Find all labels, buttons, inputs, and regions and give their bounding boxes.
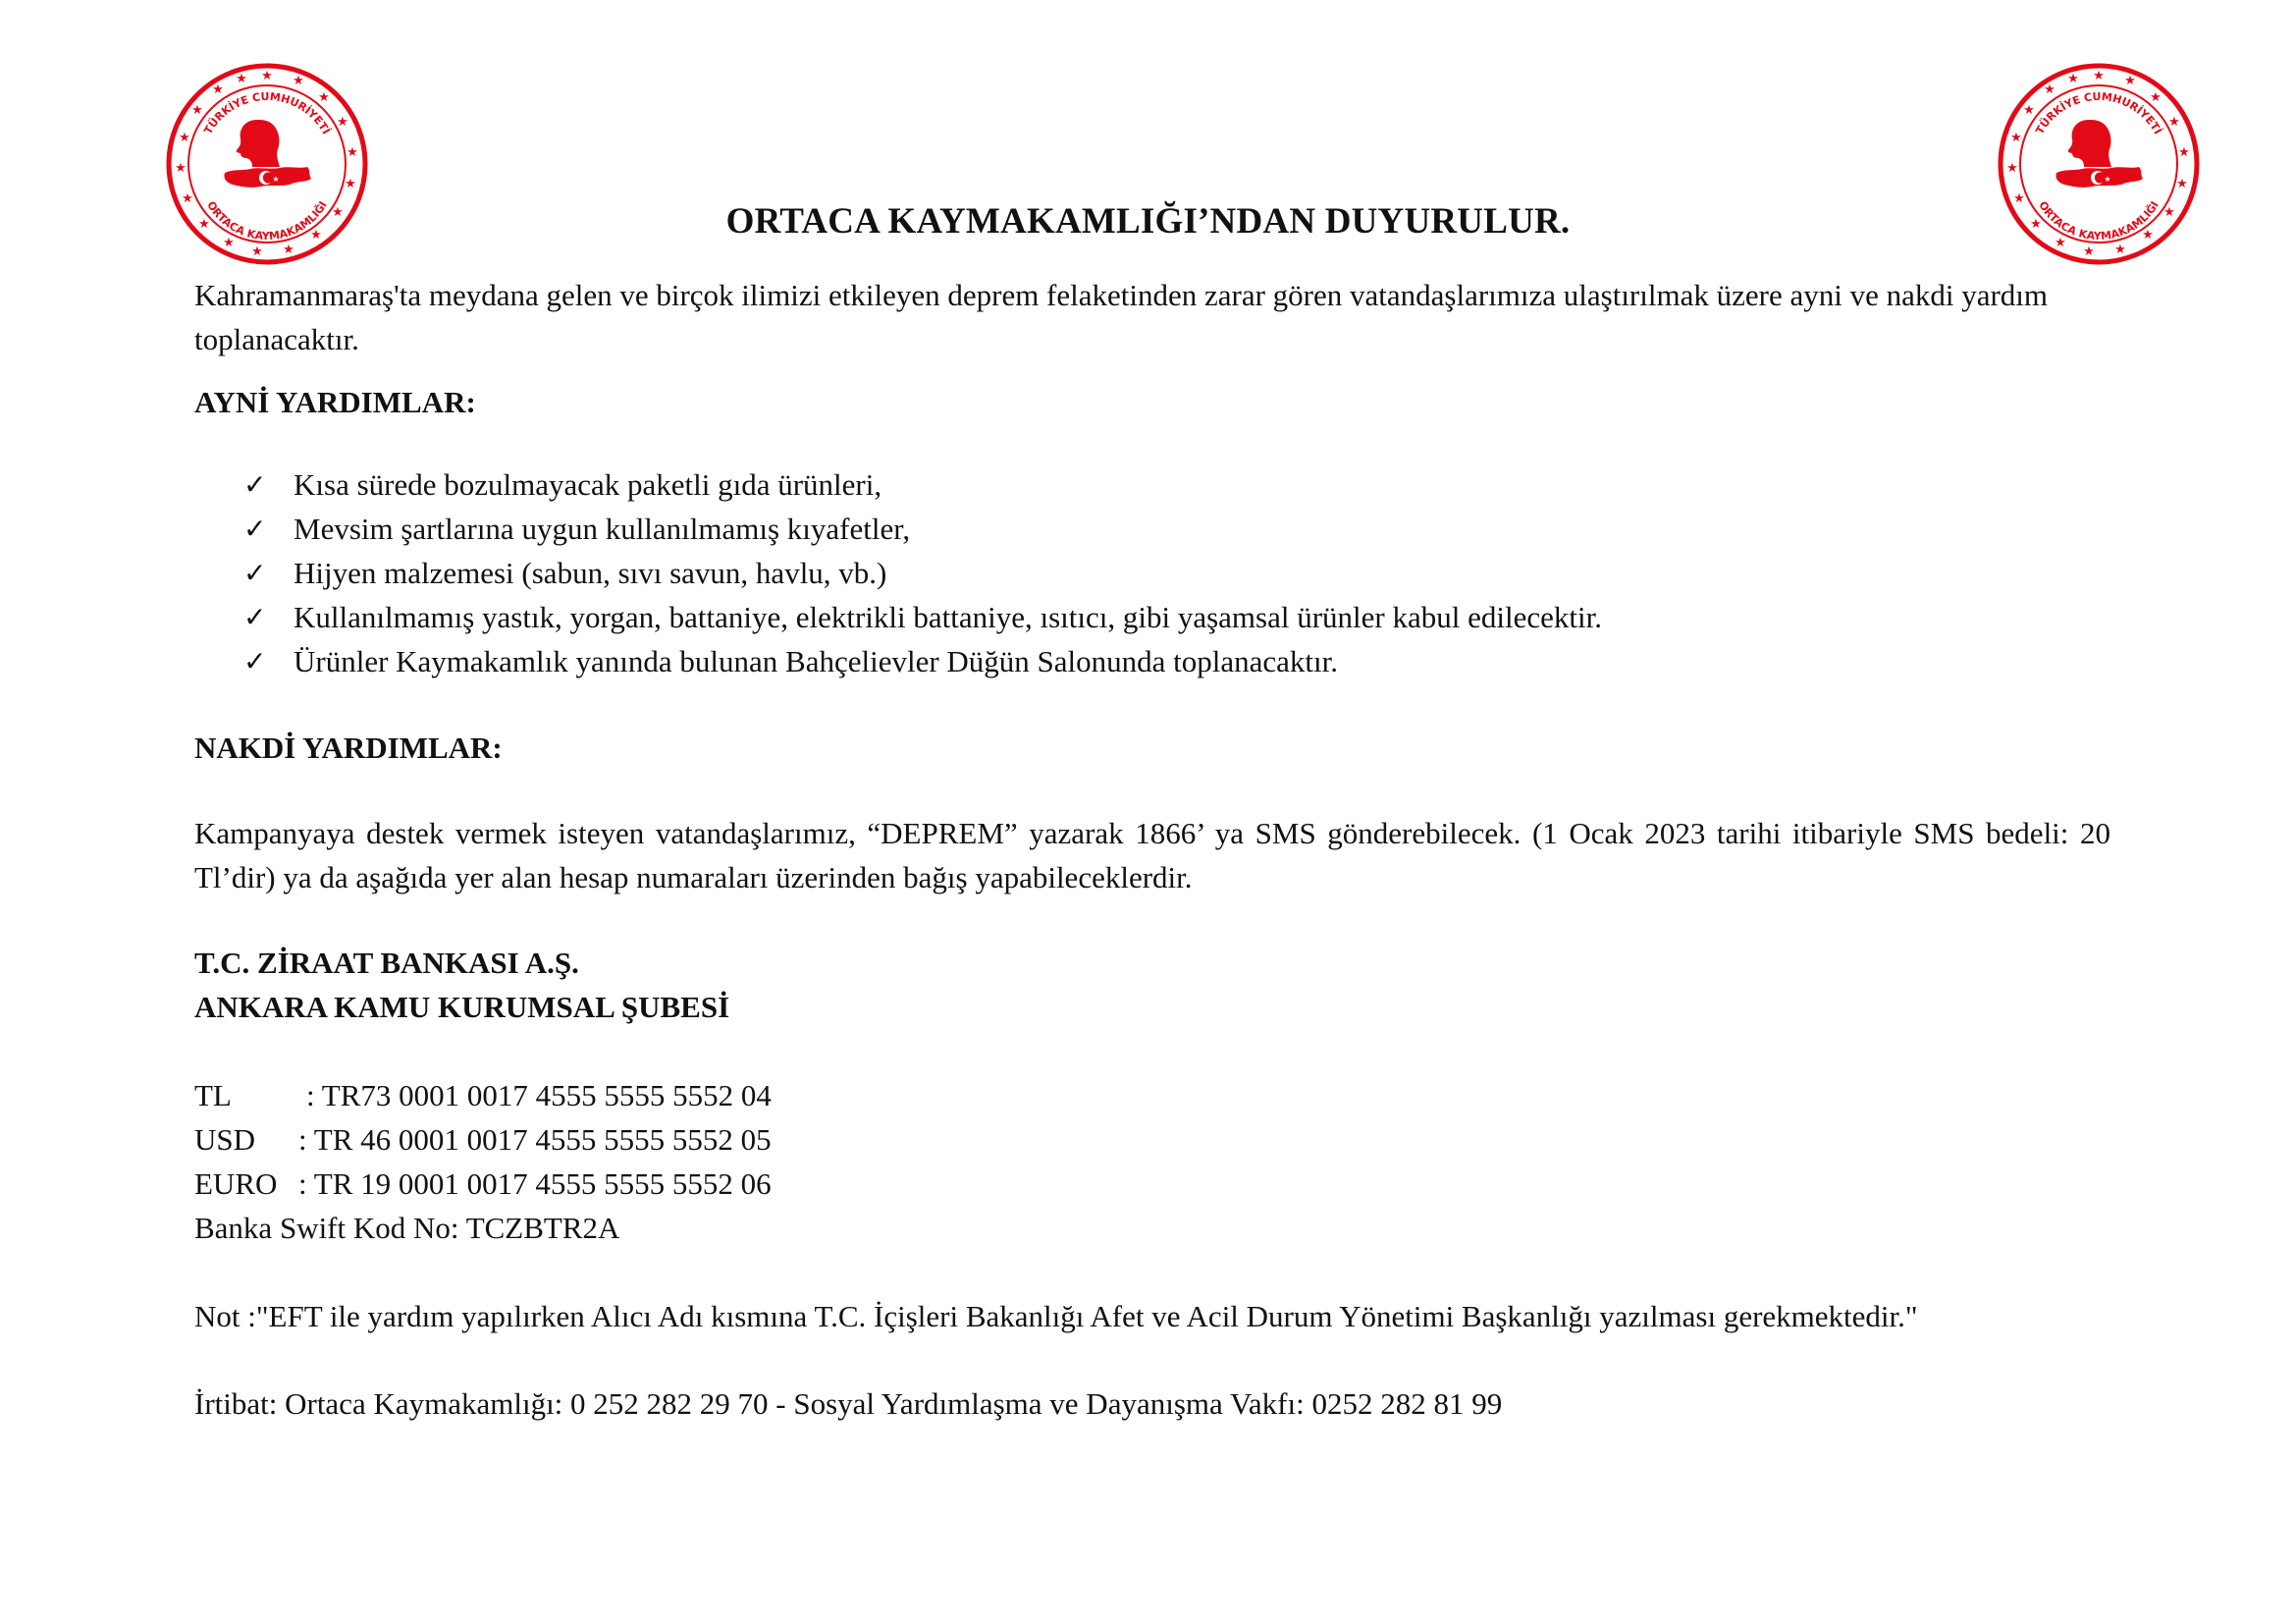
svg-text:★: ★ [272, 175, 280, 184]
eft-note: Not :"EFT ile yardım yapılırken Alıcı Adı kısmına T.C. İçişleri Bakanlığı Afet ve Acil Durum Yönetimi Başkanlığı yazılması gerekmektedir." [194, 1299, 1918, 1333]
svg-text:★: ★ [2168, 115, 2180, 130]
check-icon: ✓ [243, 557, 267, 589]
svg-text:★: ★ [332, 205, 344, 220]
check-icon: ✓ [243, 468, 267, 501]
check-icon: ✓ [243, 601, 267, 633]
svg-text:★: ★ [236, 72, 247, 86]
svg-text:★: ★ [293, 74, 304, 88]
account-currency: EURO [194, 1166, 278, 1201]
svg-text:★: ★ [2067, 72, 2079, 86]
swift-code: Banka Swift Kod No: TCZBTR2A [194, 1211, 620, 1245]
account-row-usd [194, 1117, 2110, 1162]
list-item-text: Kısa sürede bozulmayacak paketli gıda ürünleri, [294, 467, 882, 502]
svg-text:★: ★ [2013, 191, 2025, 206]
svg-text:ORTACA KAYMAKAMLIĞI: ORTACA KAYMAKAMLIĞI [2036, 198, 2162, 244]
svg-text:★: ★ [2083, 244, 2095, 259]
svg-text:★: ★ [251, 244, 263, 259]
account-row-euro [194, 1162, 2110, 1206]
svg-text:★: ★ [179, 131, 190, 145]
svg-text:★: ★ [2150, 90, 2162, 105]
svg-text:★: ★ [2023, 103, 2035, 118]
svg-text:★: ★ [182, 191, 193, 206]
svg-text:TÜRKİYE CUMHURİYETİ: TÜRKİYE CUMHURİYETİ [2033, 89, 2164, 136]
bank-name: T.C. ZİRAAT BANKASI A.Ş. [194, 946, 579, 980]
svg-text:ORTACA KAYMAKAMLIĞI: ORTACA KAYMAKAMLIĞI [204, 198, 330, 244]
svg-text:★: ★ [2114, 243, 2126, 257]
account-iban: : TR 46 0001 0017 4555 5555 5552 05 [298, 1122, 772, 1157]
svg-text:TÜRKİYE CUMHURİYETİ: TÜRKİYE CUMHURİYETİ [201, 89, 333, 136]
svg-text:★: ★ [198, 217, 210, 232]
nakdi-heading: NAKDİ YARDIMLAR: [194, 731, 503, 765]
page-title: ORTACA KAYMAKAMLIĞI’NDAN DUYURULUR. [725, 201, 1571, 242]
announcement-body [194, 273, 2110, 1426]
bank-branch: ANKARA KAMU KURUMSAL ŞUBESİ [194, 990, 730, 1024]
account-list [194, 1073, 2110, 1250]
list-item-text: Hijyen malzemesi (sabun, sıvı savun, havlu, vb.) [294, 556, 887, 590]
list-item [194, 462, 2110, 507]
svg-text:★: ★ [310, 228, 322, 243]
svg-text:★: ★ [2044, 82, 2056, 97]
check-icon: ✓ [243, 513, 267, 545]
svg-text:★: ★ [283, 243, 294, 257]
svg-text:★: ★ [2104, 175, 2111, 184]
svg-text:★: ★ [2176, 177, 2188, 191]
account-row-tl [194, 1073, 2110, 1117]
svg-text:★: ★ [347, 145, 358, 160]
svg-text:★: ★ [2093, 69, 2105, 83]
svg-text:★: ★ [337, 115, 348, 130]
account-currency: TL [194, 1078, 232, 1112]
ayni-heading: AYNİ YARDIMLAR: [194, 385, 476, 419]
list-item [194, 551, 2110, 595]
svg-text:★: ★ [175, 161, 187, 176]
list-item-text: Ürünler Kaymakamlık yanında bulunan Bahçelievler Düğün Salonunda toplanacaktır. [294, 644, 1339, 678]
svg-text:★: ★ [2006, 161, 2018, 176]
svg-text:★: ★ [2163, 205, 2175, 220]
intro-paragraph: Kahramanmaraş'ta meydana gelen ve birçok ilimizi etkileyen deprem felaketinden zarar gören vatandaşlarımıza ulaştırılmak üzere ayni ve nakdi yardım toplanacaktır. [194, 278, 2049, 356]
list-item [194, 507, 2110, 551]
ayni-items-list [194, 462, 2110, 683]
account-iban: : TR73 0001 0017 4555 5555 5552 04 [306, 1078, 772, 1112]
svg-text:★: ★ [2030, 217, 2042, 232]
list-item [194, 639, 2110, 683]
svg-text:★: ★ [261, 69, 273, 83]
list-item-text: Mevsim şartlarına uygun kullanılmamış kıyafetler, [294, 512, 911, 546]
svg-text:★: ★ [191, 103, 203, 118]
account-currency: USD [194, 1122, 256, 1157]
svg-text:★: ★ [2055, 236, 2066, 250]
contact-info: İrtibat: Ortaca Kaymakamlığı: 0 252 282 29 70 - Sosyal Yardımlaşma ve Dayanışma Vakfı: 0252 282 81 99 [194, 1386, 1503, 1421]
campaign-paragraph: Kampanyaya destek vermek isteyen vatandaşlarımız, “DEPREM” yazarak 1866’ ya SMS gönderebilecek. (1 Ocak 2023 tarihi itibariyle SMS bedeli: 20 Tl’dir) ya da aşağıda yer alan hesap numaraları üzerinden bağış yapabileceklerdir. [194, 816, 2110, 894]
svg-text:★: ★ [212, 82, 224, 97]
svg-text:★: ★ [2124, 74, 2136, 88]
svg-text:★: ★ [2142, 228, 2154, 243]
svg-text:★: ★ [223, 236, 235, 250]
svg-text:★: ★ [318, 90, 330, 105]
list-item-text: Kullanılmamış yastık, yorgan, battaniye, elektrikli battaniye, ısıtıcı, gibi yaşamsal ürünler kabul edilecektir. [294, 600, 1602, 634]
bank-info [194, 941, 2110, 1029]
account-iban: : TR 19 0001 0017 4555 5555 5552 06 [298, 1166, 772, 1201]
list-item [194, 595, 2110, 639]
svg-text:★: ★ [2178, 145, 2190, 160]
svg-text:★: ★ [2010, 131, 2022, 145]
svg-text:★: ★ [345, 177, 356, 191]
check-icon: ✓ [243, 645, 267, 677]
